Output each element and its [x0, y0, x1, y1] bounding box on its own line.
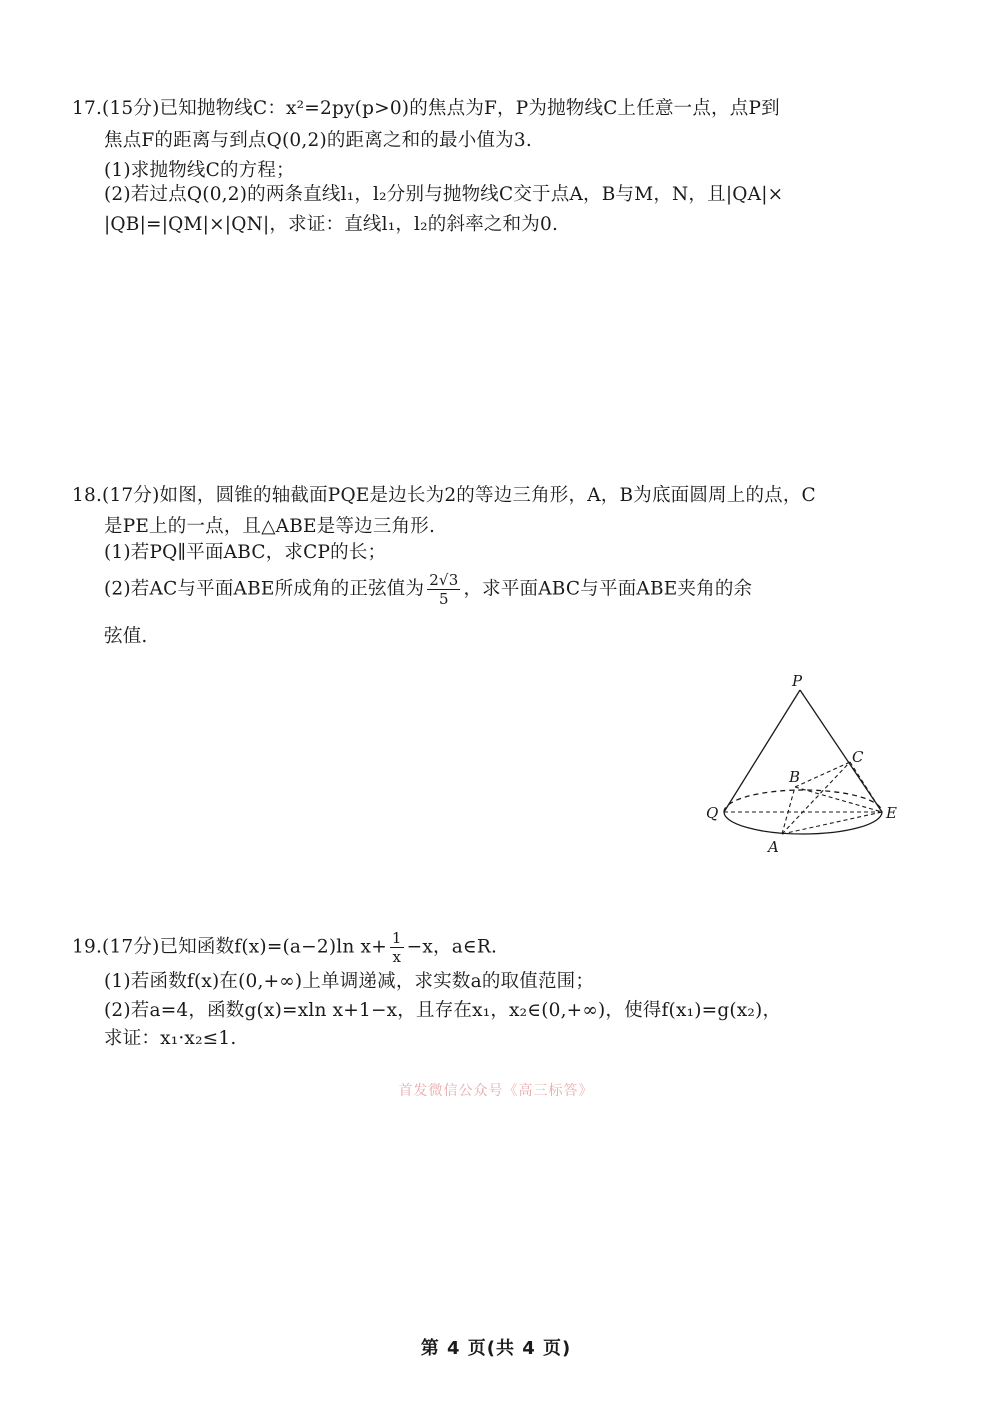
label-q: Q — [706, 804, 719, 822]
q17-part-2-line-1: (2)若过点Q(0,2)的两条直线l₁，l₂分别与抛物线C交于点A，B与M，N，且|QA|× — [104, 184, 784, 205]
q19-text-before: 19.(17分)已知函数f(x)=(a−2)ln x+ — [72, 936, 387, 958]
q18-part-1: (1)若PQ∥平面ABC，求CP的长； — [104, 542, 387, 563]
q19-part-2-line-1: (2)若a=4，函数g(x)=xln x+1−x，且存在x₁，x₂∈(0,+∞)，使得f(x₁)=g(x₂)， — [104, 1000, 782, 1021]
segment-ce — [850, 762, 882, 812]
label-a: A — [768, 838, 779, 856]
q19-part-2-line-2: 求证：x₁·x₂≤1. — [104, 1028, 237, 1049]
segment-bc — [795, 762, 850, 787]
cone-base-front — [724, 812, 882, 834]
q18-line-2: 是PE上的一点，且△ABE是等边三角形. — [104, 516, 436, 537]
q18-part-2-text-before: (2)若AC与平面ABE所成角的正弦值为 — [104, 578, 425, 600]
q19-fraction — [390, 929, 404, 966]
page-footer: 第 4 页(共 4 页) — [420, 1338, 572, 1359]
q18-fraction-numerator: 2√3 — [429, 571, 459, 589]
label-c: C — [852, 748, 864, 766]
q17-part-1: (1)求抛物线C的方程； — [104, 160, 295, 181]
segment-ae — [782, 812, 882, 834]
watermark: 首发微信公众号《高三标答》 — [398, 1083, 594, 1099]
q18-part-2-line-2: 弦值. — [104, 626, 148, 647]
q18-part-2-line-1 — [104, 571, 752, 608]
q17-part-2-line-2: |QB|=|QM|×|QN|，求证：直线l₁，l₂的斜率之和为0. — [104, 214, 559, 235]
cone-figure — [700, 672, 910, 862]
label-p: P — [792, 672, 803, 690]
q18-part-2-text-after: ，求平面ABC与平面ABE夹角的余 — [463, 578, 753, 600]
q18-fraction — [427, 571, 460, 608]
q19-text-after: −x，a∈R. — [406, 936, 498, 958]
q18-fraction-denominator: 5 — [438, 590, 449, 608]
q17-line-1: 17.(15分)已知抛物线C：x²=2py(p>0)的焦点为F，P为抛物线C上任意一点，点P到 — [72, 98, 780, 119]
cone-edge-pq — [724, 690, 800, 812]
label-e: E — [886, 804, 897, 822]
segment-be — [795, 787, 882, 812]
q18-line-1: 18.(17分)如图，圆锥的轴截面PQE是边长为2的等边三角形，A，B为底面圆周上的点，C — [72, 485, 816, 506]
q19-fraction-denominator: x — [392, 948, 402, 966]
q19-fraction-numerator: 1 — [391, 929, 402, 947]
q19-line-1 — [72, 929, 497, 966]
cone-base-back — [724, 790, 882, 812]
label-b: B — [789, 768, 801, 786]
q17-line-2: 焦点F的距离与到点Q(0,2)的距离之和的最小值为3. — [104, 130, 532, 151]
q19-part-1: (1)若函数f(x)在(0,+∞)上单调递减，求实数a的取值范围； — [104, 971, 595, 992]
